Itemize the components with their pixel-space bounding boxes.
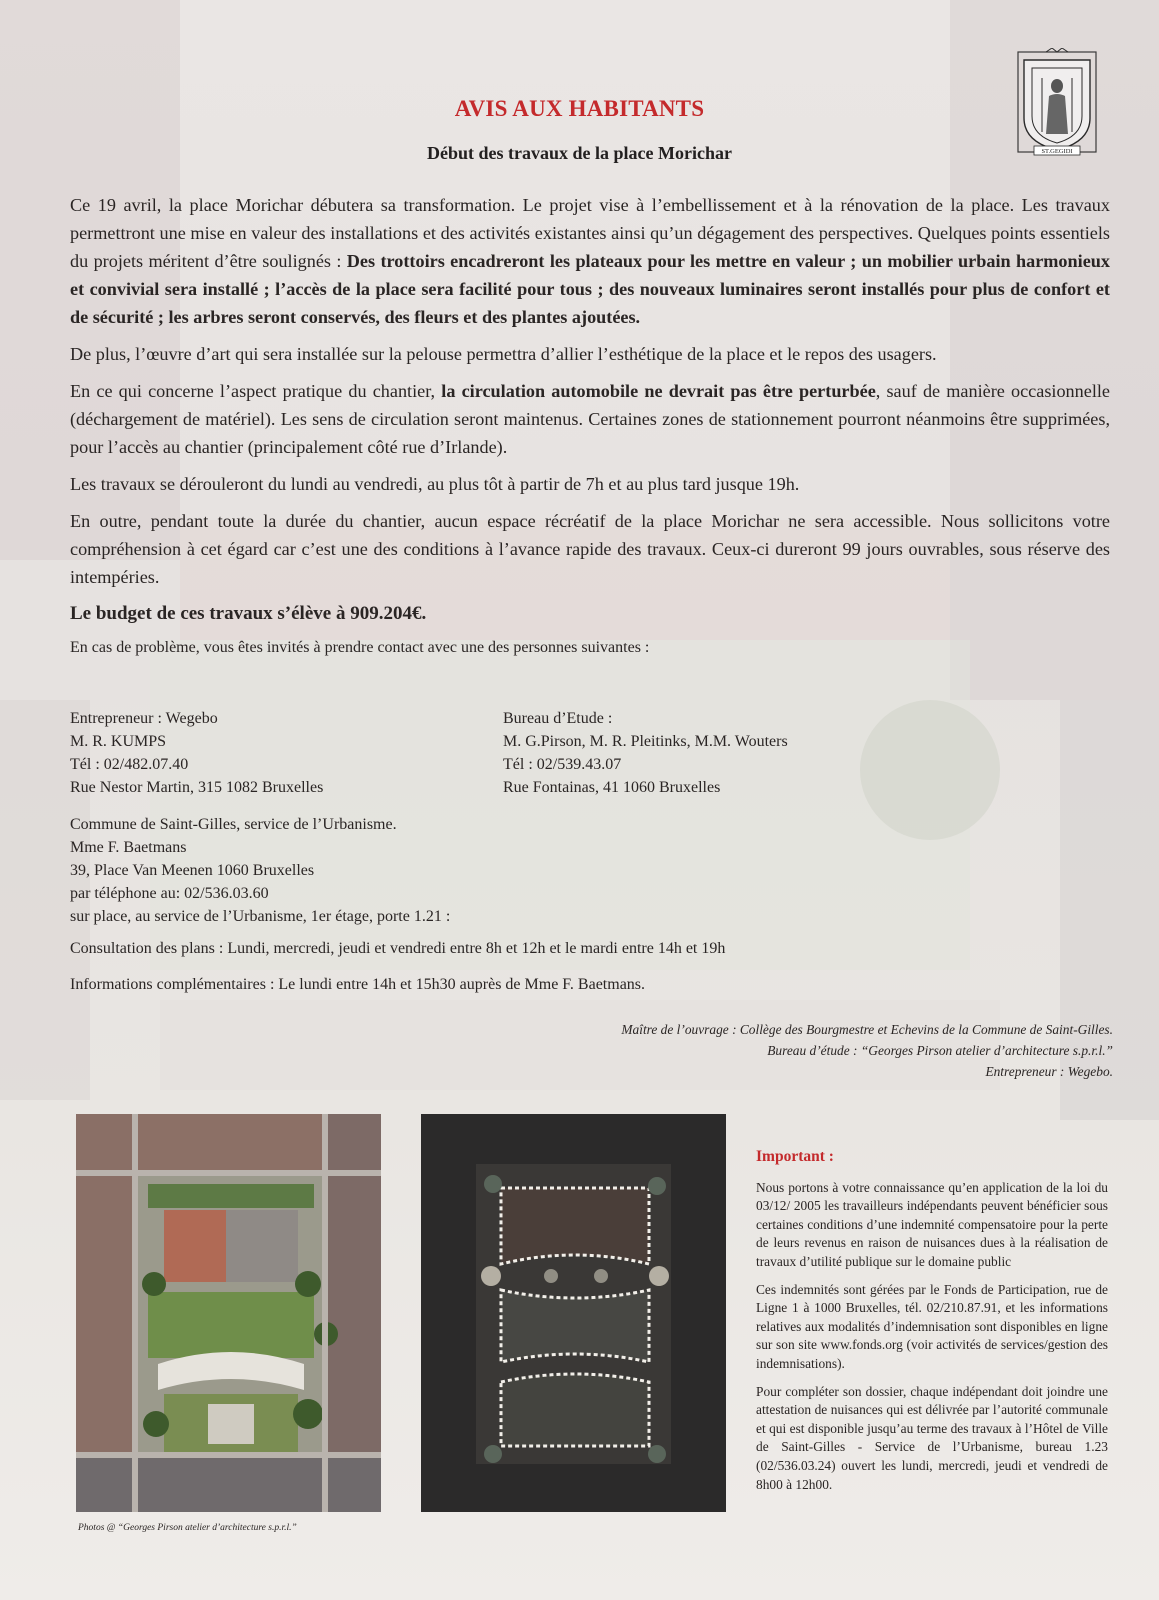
paragraph-schedule: Les travaux se dérouleront du lundi au vendredi, au plus tôt à partir de 7h et au plus tard jusque 19h.: [70, 474, 800, 494]
aerial-photo-day: [76, 1114, 381, 1512]
bureau-phone: Tél : 02/539.43.07: [503, 756, 622, 773]
bureau-address: Rue Fontainas, 41 1060 Bruxelles: [503, 779, 721, 796]
important-paragraph-law: Nous portons à votre connaissance qu’en application de la loi du 03/12/ 2005 les travailleurs indépendants peuvent bénéficier sous certaines conditions d’une indemnité compensatoire pour la perte de leurs revenus en raison de nuisances dues à la réalisation de travaux d’utilité publique sur le domaine public: [756, 1179, 1108, 1269]
key-points: Des trottoirs encadreront les plateaux pour les mettre en valeur ; un mobilier urbain harmonieux et convivial sera installé ; l’accès de la place sera facilité pour tous ; des nouveaux luminaires seront installés pour plus de confort et de sécurité ; les arbres seront conservés, des fleurs et des plantes ajoutées.: [70, 251, 1110, 327]
commune-contact: Commune de Saint-Gilles, service de l’Urbanisme. Mme F. Baetmans 39, Place Van Meenen 1060 Bruxelles par téléphone au: 02/536.03.60 sur place, au service de l’Urbanisme, 1er étage, porte 1.21 :: [70, 816, 451, 925]
notice-subtitle: Début des travaux de la place Morichar: [427, 143, 732, 163]
entrepreneur-phone: Tél : 02/482.07.40: [70, 756, 189, 773]
paragraph-duration: En outre, pendant toute la durée du chantier, aucun espace récréatif de la place Morichar ne sera accessible. Nous sollicitons votre compréhension à cet égard car c’est une des conditions à l’avance rapide des travaux. Ceux-ci dureront 99 jours ouvrables, sous réserve des intempéries.: [70, 511, 1110, 587]
commune-phone: par téléphone au: 02/536.03.60: [70, 885, 269, 902]
important-box: [756, 1148, 1108, 1503]
additional-info: Informations complémentaires : Le lundi entre 14h et 15h30 auprès de Mme F. Baetmans.: [70, 976, 646, 993]
crest-text: ST.GEGIDI: [1041, 148, 1073, 155]
entrepreneur-address: Rue Nestor Martin, 315 1082 Bruxelles: [70, 779, 324, 796]
paragraph-art: De plus, l’œuvre d’art qui sera installée sur la pelouse permettra d’allier l’esthétique de la place et le repos des usagers.: [70, 344, 937, 364]
paragraph-traffic: En ce qui concerne l’aspect pratique du chantier, la circulation automobile ne devrait pas être perturbée, sauf de manière occasionnelle (déchargement de matériel). Les sens de circulation seront maintenus. Certaines zones de stationnement pourront néanmoins être supprimées, pour l’accès au chantier (principalement côté rue d’Irlande).: [70, 381, 1110, 457]
traffic-highlight: la circulation automobile ne devrait pas être perturbée: [441, 381, 876, 401]
contact-intro: En cas de problème, vous êtes invités à prendre contact avec une des personnes suivantes :: [70, 639, 650, 656]
important-paragraph-fonds: Ces indemnités sont gérées par le Fonds de Participation, rue de Ligne 1 à 1000 Bruxelles, tél. 02/210.87.91, et les informations relatives aux modalités d’indemnisation sont disponibles en ligne sur son site www.fonds.org (voir activités de services/gestion des indemnisations).: [756, 1281, 1108, 1371]
notice-body: [70, 191, 1110, 668]
important-heading: Important :: [756, 1148, 834, 1165]
important-paragraph-dossier: Pour compléter son dossier, chaque indépendant doit joindre une attestation de nuisances qui est délivrée par l’autorité communale et qui est disponible jusqu’au terme des travaux à l’Hôtel de Ville de Saint-Gilles - Service de l’Urbanisme, bureau 1.23 (02/536.03.24) ouvert les lundi, mercredi, jeudi et vendredi de 8h00 à 12h00.: [756, 1383, 1108, 1492]
budget-statement: Le budget de ces travaux s’élève à 909.204€.: [70, 603, 427, 624]
photo-caption: Photos @ “Georges Pirson atelier d’architecture s.p.r.l.”: [78, 1523, 297, 1533]
notice-title: AVIS AUX HABITANTS: [454, 96, 705, 121]
paragraph-intro: Ce 19 avril, la place Morichar débutera sa transformation. Le projet vise à l’embellissement et à la rénovation de la place. Les travaux permettront une mise en valeur des installations et des activités existantes ainsi qu’un dégagement des perspectives. Quelques points essentiels du projets méritent d’être soulignés : Des trottoirs encadreront les plateaux pour les mettre en valeur ; un mobilier urbain harmonieux et convivial sera installé ; l’accès de la place sera facilité pour tous ; des nouveaux luminaires seront installés pour plus de confort et de sécurité ; les arbres seront conservés, des fleurs et des plantes ajoutées.: [70, 195, 1110, 327]
project-credits: Maître de l’ouvrage : Collège des Bourgmestre et Echevins de la Commune de Saint-Gilles. Bureau d’étude : “Georges Pirson atelier d’architecture s.p.r.l.” Entrepreneur : Wegebo.: [621, 1022, 1113, 1079]
aerial-photo-night: [421, 1114, 726, 1512]
bureau-etude-contact: Bureau d’Etude : M. G.Pirson, M. R. Pleitinks, M.M. Wouters Tél : 02/539.43.07 Rue Fontainas, 41 1060 Bruxelles: [503, 707, 883, 799]
entrepreneur-contact: Entrepreneur : Wegebo M. R. KUMPS Tél : 02/482.07.40 Rue Nestor Martin, 315 1082 Bruxelles: [70, 707, 490, 799]
consultation-hours: Consultation des plans : Lundi, mercredi, jeudi et vendredi entre 8h et 12h et le mardi entre 14h et 19h: [70, 940, 726, 957]
